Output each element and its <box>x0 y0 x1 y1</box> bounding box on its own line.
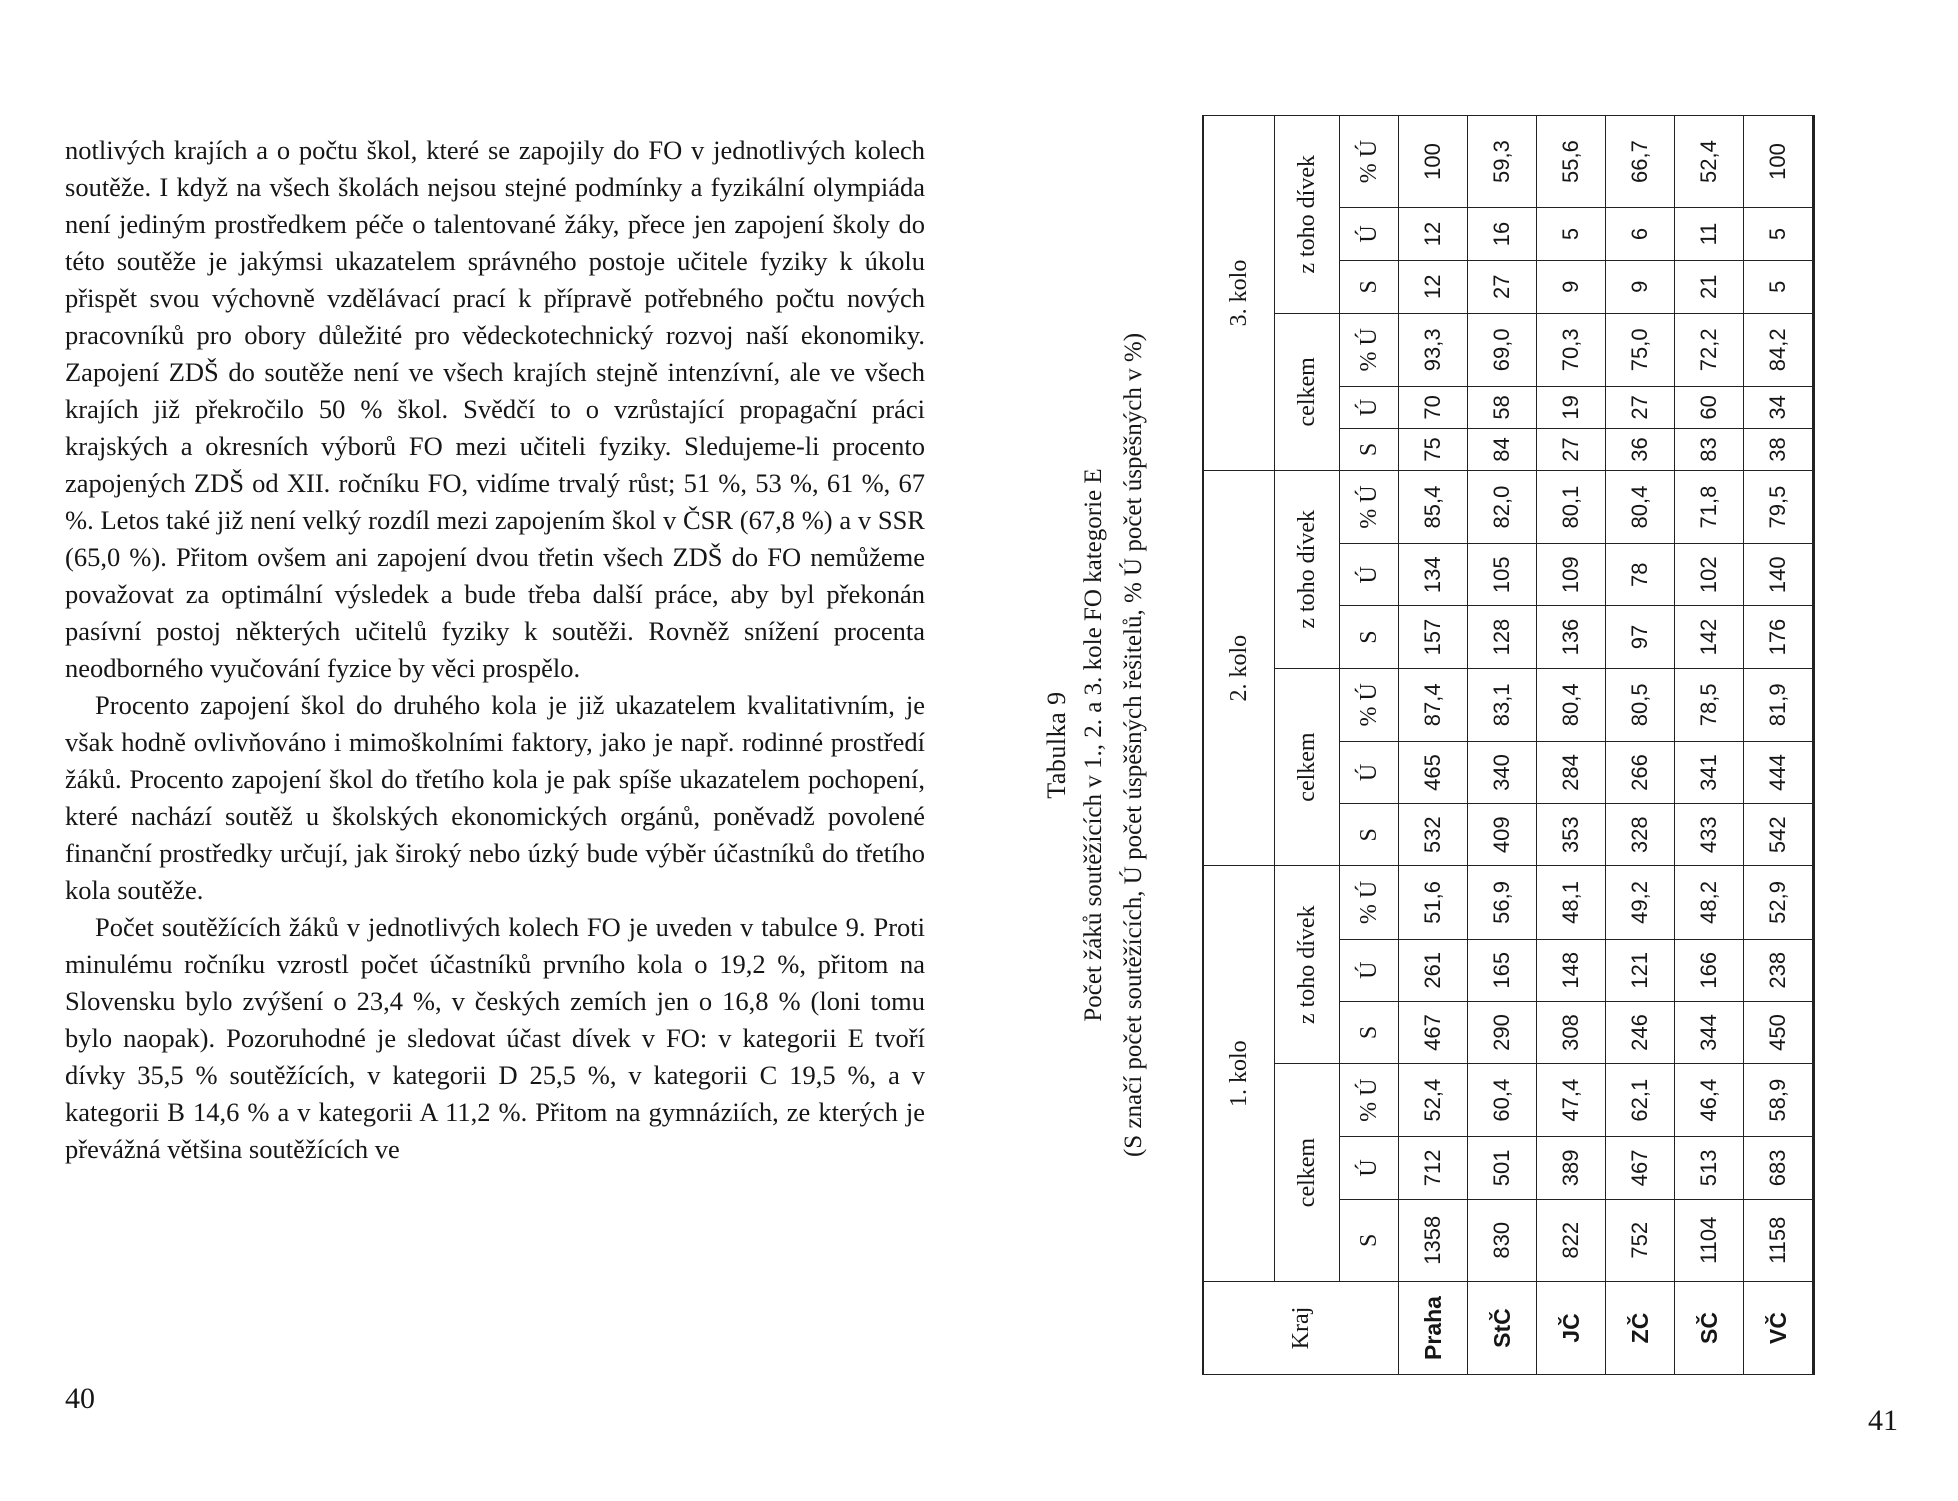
table-cell: 165 <box>1468 939 1537 1001</box>
round-header-1: 1. kolo <box>1203 866 1275 1282</box>
column-header: S <box>1340 260 1399 313</box>
table-cell: 62,1 <box>1606 1064 1675 1137</box>
caption-line-2: (S značí počet soutěžících, Ú počet úspěšných řešitelů, % Ú počet úspěšných v %) <box>1120 332 1147 1158</box>
table-cell: 52,4 <box>1675 116 1744 208</box>
table-cell: 822 <box>1537 1199 1606 1281</box>
table-cell: 308 <box>1537 1001 1606 1063</box>
table-cell: 341 <box>1675 741 1744 803</box>
table-cell: 84 <box>1468 428 1537 470</box>
table-cell: 9 <box>1606 260 1675 313</box>
table-cell: 78 <box>1606 544 1675 606</box>
table-cell: 166 <box>1675 939 1744 1001</box>
column-header: S <box>1340 606 1399 668</box>
table-cell: 27 <box>1537 428 1606 470</box>
table-cell: 38 <box>1744 428 1814 470</box>
table-cell: 11 <box>1675 208 1744 261</box>
results-table <box>1202 115 1815 1375</box>
table-cell: 56,9 <box>1468 866 1537 939</box>
table-cell: 284 <box>1537 741 1606 803</box>
table-cell: 80,4 <box>1606 470 1675 543</box>
column-header: % Ú <box>1340 470 1399 543</box>
paragraph-1: notlivých krajích a o počtu škol, které se zapojily do FO v jednotlivých kolech soutěže. I když na všech školách nejsou stejné podmínky a fyzikální olympiáda není jediným prostředkem péče o talentované žáky, přece jen zapojení školy do této soutěže je jakýmsi ukazatelem správného postoje učitele fyziky k úkolu přispět svou výchovně vzdělávací prací k přípravě potřebného počtu nových pracovníků pro obory důležité pro vědeckotechnický rozvoj naší ekonomiky. Zapojení ZDŠ do soutěže není ve všech krajích stejně intenzívní, ale ve všech krajích již překročilo 50 % škol. Svědčí to o vzrůstající propagační práci krajských a okresních výborů FO mezi učiteli fyziky. Sledujeme-li procento zapojených ZDŠ od XII. ročníku FO, vidíme trvalý růst; 51 %, 53 %, 61 %, 67 %. Letos také již není velký rozdíl mezi zapojením škol v ČSR (67,8 %) a v SSR (65,0 %). Přitom ovšem ani zapojení dvou třetin všech ZDŠ do FO nemůžeme považovat za optimální výsledek a bude třeba další práce, aby byl překonán pasívní postoj některých učitelů fyziky k soutěži. Rovněž snížení procenta neodborného vyučování fyzice by věci prospělo. <box>65 135 925 683</box>
table-cell: 78,5 <box>1675 668 1744 741</box>
table-cell: 49,2 <box>1606 866 1675 939</box>
table-cell: 6 <box>1606 208 1675 261</box>
table-cell: 100 <box>1399 116 1468 208</box>
table-row <box>1606 116 1675 1375</box>
table-cell: 5 <box>1744 208 1814 261</box>
table-cell: 83,1 <box>1468 668 1537 741</box>
table-cell: 109 <box>1537 544 1606 606</box>
table-cell: 69,0 <box>1468 313 1537 386</box>
table-cell: 712 <box>1399 1137 1468 1199</box>
column-header: Ú <box>1340 386 1399 428</box>
table-cell: 59,3 <box>1468 116 1537 208</box>
table-cell: 136 <box>1537 606 1606 668</box>
group-header: celkem <box>1275 313 1340 470</box>
table-cell: 93,3 <box>1399 313 1468 386</box>
table-cell: 70 <box>1399 386 1468 428</box>
table-row <box>1675 116 1744 1375</box>
table-cell: 5 <box>1744 260 1814 313</box>
table-cell: 16 <box>1468 208 1537 261</box>
table-row <box>1744 116 1814 1375</box>
table-cell: 238 <box>1744 939 1814 1001</box>
round-header-2: 2. kolo <box>1203 470 1275 865</box>
table-cell: 266 <box>1606 741 1675 803</box>
table-title: Tabulka 9 <box>1042 691 1071 799</box>
table-cell: 433 <box>1675 804 1744 866</box>
caption-line-1: Počet žáků soutěžících v 1., 2. a 3. kole FO kategorie E <box>1080 468 1107 1022</box>
table-cell: 290 <box>1468 1001 1537 1063</box>
table-row <box>1468 116 1537 1375</box>
table-cell: 80,1 <box>1537 470 1606 543</box>
table-cell: 75 <box>1399 428 1468 470</box>
group-header: celkem <box>1275 668 1340 866</box>
table-cell: 830 <box>1468 1199 1537 1281</box>
table-cell: 83 <box>1675 428 1744 470</box>
paragraph-2: Procento zapojení škol do druhého kola je již ukazatelem kvalitativním, je však hodně ovlivňováno i mimoškolními faktory, jako je např. rodinné prostředí žáků. Procento zapojení škol do třetího kola je pak spíše ukazatelem pochopení, které nachází soutěž u školských ekonomických orgánů, poněvadž povolené finanční prostředky určují, jak široký nebo úzký bude výběr účastníků do třetího kola soutěže. <box>65 690 925 905</box>
table-row <box>1537 116 1606 1375</box>
table-cell: 55,6 <box>1537 116 1606 208</box>
table-cell: 80,5 <box>1606 668 1675 741</box>
table-cell: 75,0 <box>1606 313 1675 386</box>
table-cell: 102 <box>1675 544 1744 606</box>
table-cell: 121 <box>1606 939 1675 1001</box>
table-cell: 683 <box>1744 1137 1814 1199</box>
table-cell: 542 <box>1744 804 1814 866</box>
column-header: % Ú <box>1340 1064 1399 1137</box>
body-text <box>65 132 925 1168</box>
table-cell: 1358 <box>1399 1199 1468 1281</box>
table-cell: 36 <box>1606 428 1675 470</box>
kraj-cell: StČ <box>1468 1282 1537 1375</box>
table-cell: 85,4 <box>1399 470 1468 543</box>
column-header: Ú <box>1340 741 1399 803</box>
table-cell: 80,4 <box>1537 668 1606 741</box>
table-cell: 70,3 <box>1537 313 1606 386</box>
round-header-3: 3. kolo <box>1203 116 1275 471</box>
table-cell: 51,6 <box>1399 866 1468 939</box>
table-cell: 52,4 <box>1399 1064 1468 1137</box>
group-header: z toho dívek <box>1275 470 1340 668</box>
table-cell: 134 <box>1399 544 1468 606</box>
table-cell: 81,9 <box>1744 668 1814 741</box>
rotated-table-page <box>1040 115 1918 1375</box>
page-number-right: 41 <box>1868 1404 1898 1437</box>
column-header: Ú <box>1340 939 1399 1001</box>
table-cell: 340 <box>1468 741 1537 803</box>
table-cell: 72,2 <box>1675 313 1744 386</box>
table-cell: 261 <box>1399 939 1468 1001</box>
table-cell: 142 <box>1675 606 1744 668</box>
group-header: z toho dívek <box>1275 866 1340 1064</box>
table-cell: 58 <box>1468 386 1537 428</box>
paragraph-3: Počet soutěžících žáků v jednotlivých kolech FO je uveden v tabulce 9. Proti minulému ročníku vzrostl počet účastníků prvního kola o 19,2 %, přitom na Slovensku bylo zvýšení o 23,4 %, v českých zemích jen o 16,8 % (loni tomu bylo naopak). Pozoruhodné je sledovat účast dívek v FO: v kategorii E tvoří dívky 35,5 % soutěžících, v kategorii D 25,5 %, v kategorii C 19,5 %, a v kategorii B 14,6 % a v kategorii A 11,2 %. Přitom na gymnáziích, ze kterých je převážná většina soutěžících ve <box>65 912 925 1164</box>
group-header: z toho dívek <box>1275 116 1340 314</box>
column-header: % Ú <box>1340 668 1399 741</box>
table-cell: 12 <box>1399 260 1468 313</box>
group-header: celkem <box>1275 1064 1340 1282</box>
table-cell: 100 <box>1744 116 1814 208</box>
table-cell: 52,9 <box>1744 866 1814 939</box>
kraj-cell: Praha <box>1399 1282 1468 1375</box>
table-cell: 465 <box>1399 741 1468 803</box>
table-cell: 532 <box>1399 804 1468 866</box>
column-header: S <box>1340 1199 1399 1281</box>
kraj-cell: SČ <box>1675 1282 1744 1375</box>
kraj-cell: VČ <box>1744 1282 1814 1375</box>
table-cell: 9 <box>1537 260 1606 313</box>
table-cell: 79,5 <box>1744 470 1814 543</box>
column-header: S <box>1340 428 1399 470</box>
table-cell: 12 <box>1399 208 1468 261</box>
table-cell: 1104 <box>1675 1199 1744 1281</box>
table-cell: 34 <box>1744 386 1814 428</box>
table-cell: 501 <box>1468 1137 1537 1199</box>
page-number-left: 40 <box>65 1382 95 1415</box>
column-header: % Ú <box>1340 866 1399 939</box>
table-cell: 105 <box>1468 544 1537 606</box>
table-cell: 176 <box>1744 606 1814 668</box>
kraj-cell: ZČ <box>1606 1282 1675 1375</box>
column-header: Ú <box>1340 544 1399 606</box>
column-header: S <box>1340 1001 1399 1063</box>
column-header: % Ú <box>1340 116 1399 208</box>
table-cell: 71,8 <box>1675 470 1744 543</box>
table-cell: 389 <box>1537 1137 1606 1199</box>
table-cell: 344 <box>1675 1001 1744 1063</box>
column-header: Ú <box>1340 1137 1399 1199</box>
table-cell: 84,2 <box>1744 313 1814 386</box>
table-cell: 82,0 <box>1468 470 1537 543</box>
table-cell: 752 <box>1606 1199 1675 1281</box>
table-cell: 27 <box>1606 386 1675 428</box>
kraj-header: Kraj <box>1203 1282 1399 1375</box>
table-cell: 97 <box>1606 606 1675 668</box>
table-cell: 66,7 <box>1606 116 1675 208</box>
table-cell: 140 <box>1744 544 1814 606</box>
table-cell: 21 <box>1675 260 1744 313</box>
column-header: S <box>1340 804 1399 866</box>
table-cell: 467 <box>1399 1001 1468 1063</box>
kraj-cell: JČ <box>1537 1282 1606 1375</box>
table-cell: 5 <box>1537 208 1606 261</box>
table-cell: 450 <box>1744 1001 1814 1063</box>
table-cell: 47,4 <box>1537 1064 1606 1137</box>
table-caption <box>1040 115 1154 1375</box>
table-cell: 48,1 <box>1537 866 1606 939</box>
table-cell: 328 <box>1606 804 1675 866</box>
table-row <box>1399 116 1468 1375</box>
table-cell: 87,4 <box>1399 668 1468 741</box>
table-cell: 19 <box>1537 386 1606 428</box>
table-cell: 58,9 <box>1744 1064 1814 1137</box>
table-cell: 27 <box>1468 260 1537 313</box>
table-cell: 444 <box>1744 741 1814 803</box>
table-cell: 467 <box>1606 1137 1675 1199</box>
table-cell: 128 <box>1468 606 1537 668</box>
table-cell: 60,4 <box>1468 1064 1537 1137</box>
table-cell: 157 <box>1399 606 1468 668</box>
table-cell: 409 <box>1468 804 1537 866</box>
column-header: % Ú <box>1340 313 1399 386</box>
table-cell: 513 <box>1675 1137 1744 1199</box>
table-cell: 148 <box>1537 939 1606 1001</box>
table-cell: 48,2 <box>1675 866 1744 939</box>
table-cell: 353 <box>1537 804 1606 866</box>
table-cell: 1158 <box>1744 1199 1814 1281</box>
table-cell: 60 <box>1675 386 1744 428</box>
table-cell: 46,4 <box>1675 1064 1744 1137</box>
table-cell: 246 <box>1606 1001 1675 1063</box>
column-header: Ú <box>1340 208 1399 261</box>
